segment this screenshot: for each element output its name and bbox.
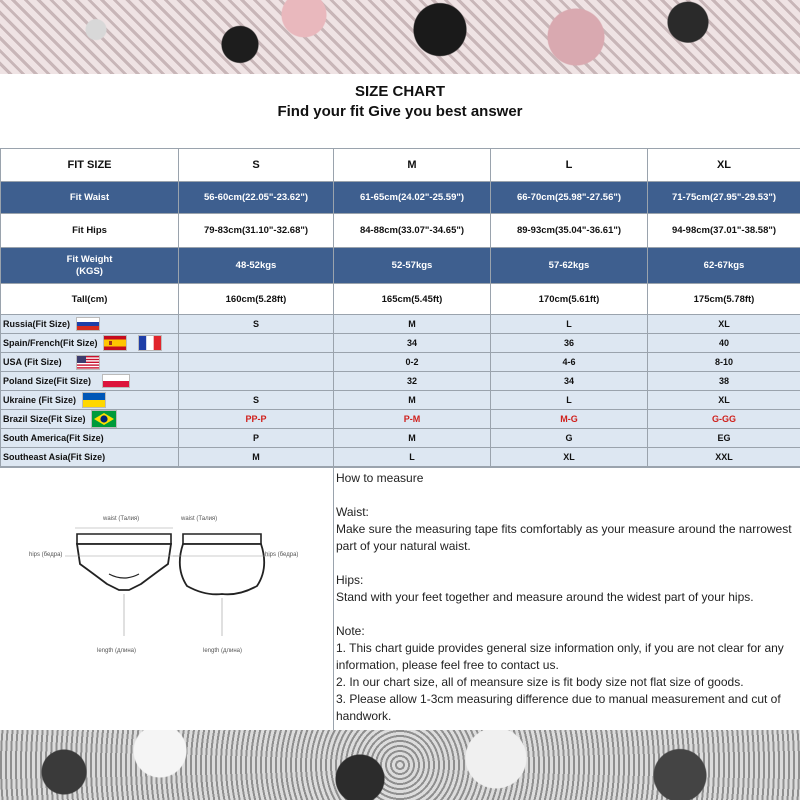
waist-text: Make sure the measuring tape fits comfortably as your measure around the narrowest part of your natural waist. [336, 522, 792, 553]
table-cell: 89-93cm(35.04"-36.61") [491, 214, 648, 248]
country-row-poland [1, 372, 800, 391]
table-cell [179, 334, 334, 353]
table-cell: 56-60cm(22.05"-23.62") [179, 182, 334, 214]
row-label [1, 315, 179, 334]
table-cell: 48-52kgs [179, 248, 334, 284]
table-cell: EG [648, 429, 800, 448]
note-title: Note: [336, 624, 365, 638]
row-label [1, 410, 179, 429]
country-row-ukraine [1, 391, 800, 410]
row-label [1, 248, 179, 284]
table-cell: 4-6 [491, 353, 648, 372]
table-cell: M-G [491, 410, 648, 429]
waist-title: Waist: [336, 505, 369, 519]
table-cell: 36 [491, 334, 648, 353]
row-label [1, 372, 179, 391]
row-label [1, 448, 179, 467]
spain-flag-icon [103, 335, 127, 351]
table-cell: S [179, 391, 334, 410]
table-cell: M [179, 448, 334, 467]
header-cell: FIT SIZE [1, 149, 179, 182]
row-label: Fit Waist [1, 182, 179, 214]
table-cell: 57-62kgs [491, 248, 648, 284]
table-cell: 0-2 [334, 353, 491, 372]
fit-weight-row [1, 248, 800, 284]
waist-label-back: waist (Талия) [181, 516, 218, 522]
fit-hips-row [1, 214, 800, 248]
lace-photo-bottom [0, 730, 800, 800]
table-cell: 71-75cm(27.95"-29.53") [648, 182, 800, 214]
note-item: 3. Please allow 1-3cm measuring difference due to manual measurement and cut of handwork. [336, 692, 781, 723]
row-label: Tall(cm) [1, 284, 179, 315]
note-item: 2. In our chart size, all of meansure size is fit body size not flat size of goods. [336, 675, 744, 689]
table-cell: XL [648, 315, 800, 334]
table-cell: 165cm(5.45ft) [334, 284, 491, 315]
table-cell: XL [491, 448, 648, 467]
title-block [0, 82, 800, 123]
header-cell: M [334, 149, 491, 182]
table-cell: L [491, 391, 648, 410]
table-cell: 40 [648, 334, 800, 353]
hips-title: Hips: [336, 573, 364, 587]
row-label-text: USA (Fit Size) [3, 357, 62, 367]
country-row-south-america [1, 429, 800, 448]
table-cell: 62-67kgs [648, 248, 800, 284]
table-cell: XL [648, 391, 800, 410]
page-title: SIZE CHART [355, 83, 445, 100]
table-cell: M [334, 429, 491, 448]
table-cell [179, 353, 334, 372]
table-cell: 160cm(5.28ft) [179, 284, 334, 315]
russia-flag-icon [76, 317, 100, 331]
usa-flag-icon [76, 355, 100, 370]
header-cell: XL [648, 149, 800, 182]
table-cell: 61-65cm(24.02"-25.59") [334, 182, 491, 214]
row-label [1, 353, 179, 372]
table-cell: 66-70cm(25.98"-27.56") [491, 182, 648, 214]
row-label [1, 334, 179, 353]
row-label-text: Brazil Size(Fit Size) [3, 414, 86, 424]
row-label: Fit Hips [1, 214, 179, 248]
brazil-flag-icon [91, 410, 117, 428]
table-cell: L [334, 448, 491, 467]
table-cell: 170cm(5.61ft) [491, 284, 648, 315]
row-label-text: South America(Fit Size) [3, 433, 104, 444]
ukraine-flag-icon [82, 392, 106, 408]
hips-label: hips (бедра) [29, 552, 63, 558]
table-cell: XXL [648, 448, 800, 467]
row-label-line2: (KGS) [76, 265, 103, 277]
header-cell: S [179, 149, 334, 182]
note-item: 1. This chart guide provides general size information only, if you are not clear for any information, please feel free to contact us. [336, 641, 784, 672]
length-label: length (длина) [97, 648, 137, 654]
table-cell: 34 [334, 334, 491, 353]
row-label-text: Spain/French(Fit Size) [3, 338, 98, 348]
table-cell: 8-10 [648, 353, 800, 372]
country-row-usa [1, 353, 800, 372]
table-cell: P [179, 429, 334, 448]
row-label-line1: Fit Weight [66, 253, 113, 265]
country-row-spain-french [1, 334, 800, 353]
country-row-russia [1, 315, 800, 334]
country-row-brazil [1, 410, 800, 429]
measure-guide-text [336, 470, 796, 725]
table-cell: G-GG [648, 410, 800, 429]
table-cell: 79-83cm(31.10"-32.68") [179, 214, 334, 248]
page-subtitle: Find your fit Give you best answer [277, 103, 523, 120]
row-label [1, 429, 179, 448]
measure-section [0, 467, 800, 730]
fit-waist-row [1, 182, 800, 214]
table-cell: 84-88cm(33.07"-34.65") [334, 214, 491, 248]
poland-flag-icon [102, 374, 130, 388]
table-cell: 38 [648, 372, 800, 391]
row-label-text: Southeast Asia(Fit Size) [3, 452, 106, 463]
table-cell: P-M [334, 410, 491, 429]
hips-text: Stand with your feet together and measure around the widest part of your hips. [336, 590, 754, 604]
table-cell: PP-P [179, 410, 334, 429]
measure-diagram-panel [0, 468, 334, 730]
table-cell: 32 [334, 372, 491, 391]
table-cell: M [334, 315, 491, 334]
row-label [1, 391, 179, 410]
waist-label: waist (Талия) [103, 516, 140, 522]
tall-row [1, 284, 800, 315]
header-row [1, 149, 800, 182]
table-cell: M [334, 391, 491, 410]
table-cell: S [179, 315, 334, 334]
panty-measure-diagram [25, 508, 315, 668]
size-chart-table [0, 148, 800, 467]
table-cell [179, 372, 334, 391]
row-label-text: Poland Size(Fit Size) [3, 376, 92, 386]
france-flag-icon [138, 335, 162, 351]
table-cell: L [491, 315, 648, 334]
guide-heading: How to measure [336, 471, 424, 485]
hips-label-back: hips (бедра) [265, 552, 299, 558]
table-cell: 175cm(5.78ft) [648, 284, 800, 315]
table-cell: 52-57kgs [334, 248, 491, 284]
table-cell: 34 [491, 372, 648, 391]
table-cell: 94-98cm(37.01"-38.58") [648, 214, 800, 248]
table-cell: G [491, 429, 648, 448]
row-label-text: Russia(Fit Size) [3, 319, 71, 329]
lace-photo-top [0, 0, 800, 74]
row-label-text: Ukraine (Fit Size) [3, 395, 77, 405]
header-cell: L [491, 149, 648, 182]
length-label-back: length (длина) [203, 648, 243, 654]
country-row-southeast-asia [1, 448, 800, 467]
